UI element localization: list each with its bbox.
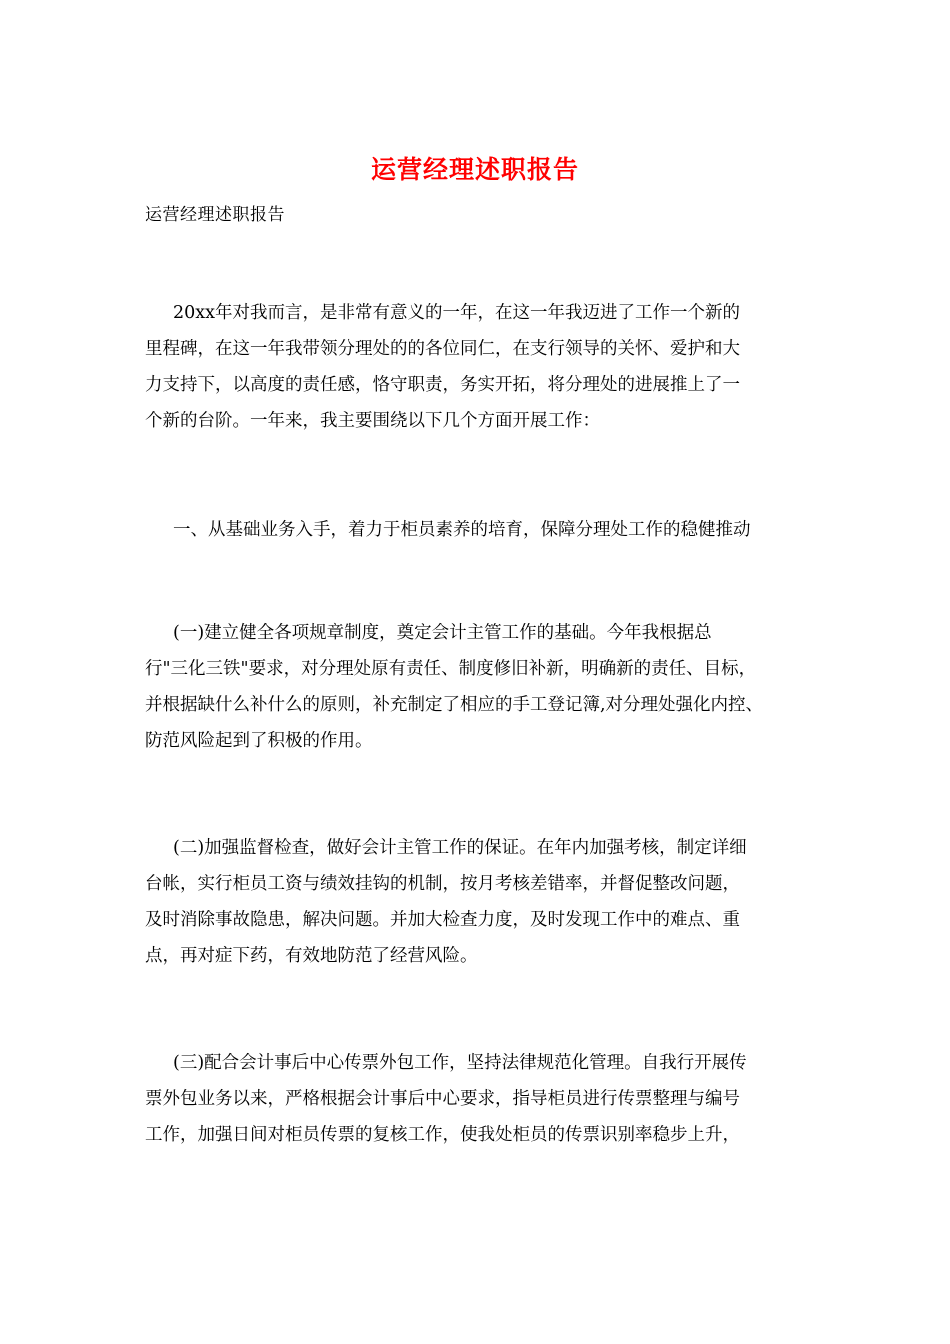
paragraph-line: 行"三化三铁"要求，对分理处原有责任、制度修旧补新，明确新的责任、目标， [145,659,757,679]
paragraph-intro [145,295,825,439]
paragraph-line: 一、从基础业务入手，着力于柜员素养的培育，保障分理处工作的稳健推动 [173,520,751,540]
paragraph-line: 并根据缺什么补什么的原则，补充制定了相应的手工登记簿,对分理处强化内控、 [145,695,764,715]
paragraph-line: 20xx年对我而言，是非常有意义的一年，在这一年我迈进了工作一个新的 [173,303,741,323]
paragraph-item-3 [145,1045,825,1153]
paragraph-line: 及时消除事故隐患，解决问题。并加大检查力度，及时发现工作中的难点、重 [145,910,740,930]
paragraph-line: (三)配合会计事后中心传票外包工作，坚持法律规范化管理。自我行开展传 [173,1053,747,1073]
paragraph-line: (一)建立健全各项规章制度，奠定会计主管工作的基础。今年我根据总 [173,623,712,643]
paragraph-line: 防范风险起到了积极的作用。 [145,731,373,751]
paragraph-line: (二)加强监督检查，做好会计主管工作的保证。在年内加强考核，制定详细 [173,838,747,858]
paragraph-line: 工作，加强日间对柜员传票的复核工作，使我处柜员的传票识别率稳步上升， [145,1125,740,1145]
paragraph-line: 点，再对症下药，有效地防范了经营风险。 [145,946,478,966]
paragraph-line: 台帐，实行柜员工资与绩效挂钩的机制，按月考核差错率，并督促整改问题， [145,874,740,894]
document-subtitle: 运营经理述职报告 [145,205,285,225]
paragraph-line: 力支持下，以高度的责任感，恪守职责，务实开拓，将分理处的进展推上了一 [145,375,740,395]
paragraph-item-2 [145,830,825,974]
paragraph-line: 票外包业务以来，严格根据会计事后中心要求，指导柜员进行传票整理与编号 [145,1089,740,1109]
section-heading-1 [145,512,825,548]
paragraph-item-1 [145,615,825,759]
paragraph-line: 里程碑，在这一年我带领分理处的的各位同仁，在支行领导的关怀、爱护和大 [145,339,740,359]
document-title: 运营经理述职报告 [370,155,579,184]
paragraph-line: 个新的台阶。一年来，我主要围绕以下几个方面开展工作： [145,411,600,431]
